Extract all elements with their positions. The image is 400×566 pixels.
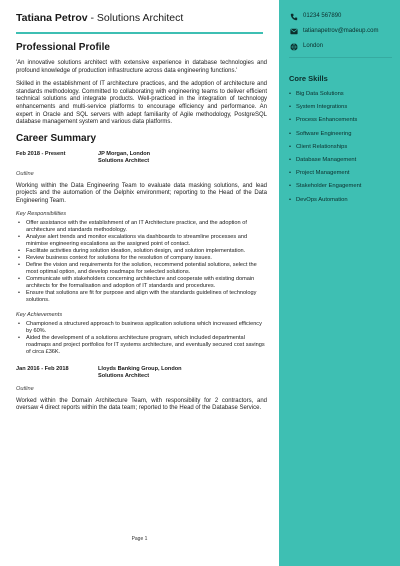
achievements-label: Key Achievements [16, 311, 63, 318]
header-divider [16, 32, 263, 34]
outline-label: Outline [16, 385, 34, 392]
list-item: • Define the vision and requirements for the solution, recommend potential solutions, select the most optimal option, and develop roadmaps for selected solutions. [16, 262, 267, 276]
candidate-job-title: Solutions Architect [96, 12, 184, 24]
job-outline: Worked within the Domain Architecture Team, with responsibility for 2 contractors, and oversaw 4 direct reports within the data team; reported to the Head of the Database Service. [16, 397, 267, 412]
responsibilities-list [16, 220, 267, 304]
globe-icon [289, 42, 298, 51]
page-number: Page 1 [131, 536, 148, 542]
responsibilities-label: Key Responsibilities [16, 210, 67, 217]
skill-item: • System Integrations [289, 104, 392, 111]
skill-item: • Process Enhancements [289, 117, 392, 124]
skill-item: • Software Engineering [289, 131, 392, 138]
profile-summary-body: Skilled in the establishment of IT architecture practices, and the adoption of architecture and standards methodology. Committed to collaborating with engineering teams to deliver efficient technical solutions and integrate products. Well-practiced in the integration of technology enhancements and multi-service platforms to encourage efficiency and performance. An expert in Oracle and SQL servers with adept familiarity of Agile methodology, PostgreSQL database management system and various data platforms. [16, 81, 267, 126]
outline-label: Outline [16, 170, 34, 177]
job-role: Solutions Architect [98, 157, 150, 164]
career-heading: Career Summary [16, 132, 97, 144]
skill-item: • Client Relationships [289, 144, 392, 151]
list-item: • Communicate with stakeholders concerning architecture and cooperate with existing domain architects for the formalisation and adoption of IT standards and procedures. [16, 276, 267, 290]
skill-item: • Project Management [289, 170, 392, 177]
job-outline: Working within the Data Engineering Team to evaluate data masking solutions, and lead projects and the automation of the Delphix environment; reporting to the Head of the Data Engineering Team. [16, 182, 267, 204]
job-header [16, 151, 267, 165]
list-item: • Review business context for solutions for the resolution of company issues. [16, 255, 267, 262]
achievements-list [16, 321, 267, 356]
skills-list [289, 91, 392, 204]
job-company: Lloyds Banking Group, London [98, 365, 182, 372]
job-entry [16, 366, 267, 413]
job-dates: Feb 2018 - Present [16, 150, 66, 157]
contact-phone [289, 12, 392, 21]
profile-summary-quote: 'An innovative solutions architect with extensive experience in database technologies and profound knowledge of production infrastructure across data engineering functions.' [16, 60, 267, 74]
sidebar-divider [289, 57, 392, 58]
list-item: • Aided the development of a solutions architecture program, which included departmental roadmaps and project portfolios for IT systems architecture, and eventually secured cost savings of circa £36K. [16, 335, 267, 356]
job-entry [16, 151, 267, 356]
contact-email [289, 27, 392, 36]
location-text: London [303, 43, 324, 49]
list-item: • Offer assistance with the establishment of an IT Architecture practice, and the adoption of architecture and standards methodology. [16, 220, 267, 234]
skills-heading: Core Skills [289, 74, 328, 83]
job-dates: Jan 2016 - Feb 2018 [16, 365, 69, 372]
contact-location [289, 42, 392, 51]
job-company: JP Morgan, London [98, 150, 151, 157]
phone-icon [289, 12, 298, 21]
header-separator: - [90, 12, 94, 24]
skill-item: • Stakeholder Engagement [289, 183, 392, 190]
profile-heading: Professional Profile [16, 42, 110, 53]
list-item: • Facilitate activities during solution ideation, solution design, and solution implementation. [16, 248, 267, 255]
resume-sidebar [279, 0, 400, 566]
list-item: • Analyse alert trends and monitor escalations via dashboards to streamline processes and minimise engineering escalations as the assigned point of contact. [16, 234, 267, 248]
skill-item: • Database Management [289, 157, 392, 164]
email-icon [289, 27, 298, 36]
job-role: Solutions Architect [98, 372, 150, 379]
candidate-name: Tatiana Petrov [16, 12, 88, 24]
list-item: • Ensure that solutions are fit for purpose and align with the standards guidelines of technology solutions. [16, 290, 267, 304]
phone-number: 01234 567890 [303, 13, 342, 19]
job-header [16, 366, 267, 380]
list-item: • Championed a structured approach to business application solutions which increased efficiency by 60%. [16, 321, 267, 335]
resume-header [16, 12, 267, 25]
email-address[interactable]: tatianapetrov@madeup.com [303, 28, 379, 34]
skill-item: • Big Data Solutions [289, 91, 392, 98]
skill-item: • DevOps Automation [289, 197, 392, 204]
